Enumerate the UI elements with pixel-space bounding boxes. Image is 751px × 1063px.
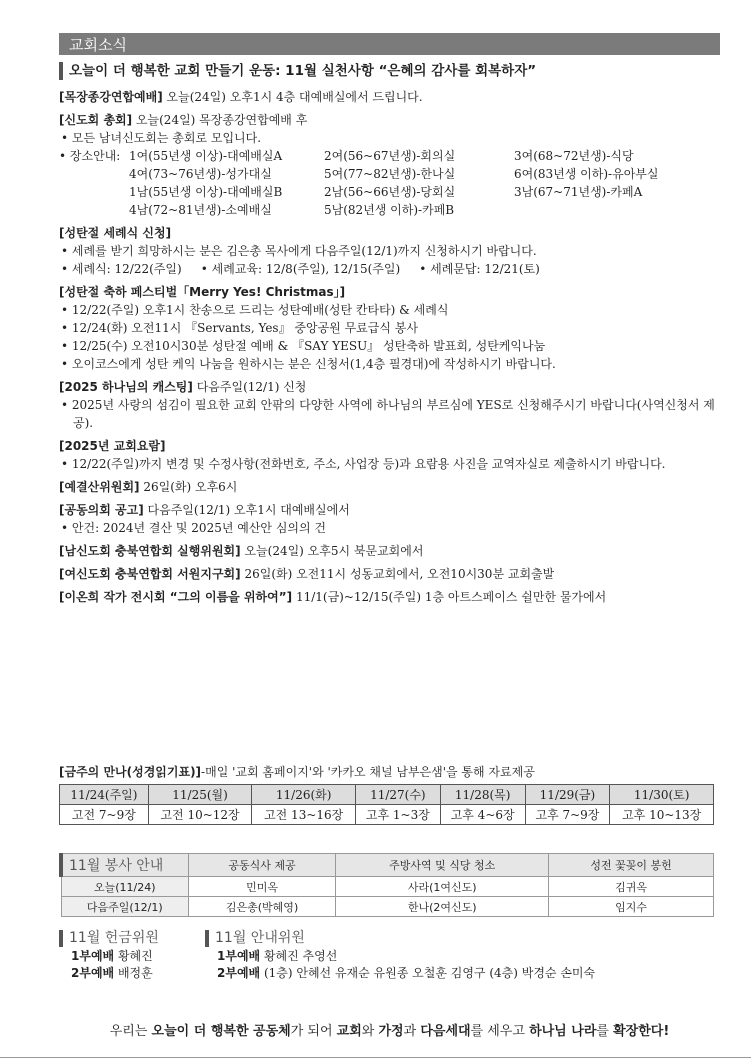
manna-day: 11/28(목) bbox=[440, 785, 525, 805]
notice-text: 11/1(금)~12/15(주일) 1층 아트스페이스 쉴만한 물가에서 bbox=[295, 590, 607, 604]
place-cell: 2여(56~67년생)-회의실 bbox=[324, 149, 456, 163]
notice-label: [목장종강연합예배] bbox=[59, 90, 163, 104]
notice-label: [2025 하나님의 캐스팅] bbox=[59, 380, 193, 394]
usher-title: 11월 안내위원 bbox=[205, 930, 595, 947]
motto-text: 가 되어 bbox=[290, 1024, 337, 1039]
notice-text: 26일(화) 오후6시 bbox=[143, 480, 238, 494]
manna-day: 11/27(수) bbox=[355, 785, 440, 805]
motto-emphasis: 다음세대 bbox=[420, 1024, 471, 1039]
notice-men bbox=[59, 542, 720, 560]
service-row bbox=[61, 877, 714, 897]
notice-label: [성탄절 축하 페스티벌「Merry Yes! Christmas」] bbox=[59, 285, 346, 299]
notice-label: [공동의회 공고] bbox=[59, 503, 144, 517]
section-title: 교회소식 bbox=[69, 36, 127, 54]
service-cell: 김은총(박혜영) bbox=[189, 897, 336, 917]
bullet-item: • 모든 남녀신도회는 총회로 모입니다. bbox=[59, 129, 720, 147]
monthly-headline: 오늘이 더 행복한 교회 만들기 운동: 11월 실천사항 “은혜의 감사를 회복하자” bbox=[59, 62, 720, 80]
bullet-item: • 오이코스에게 성탄 케익 나눔을 원하시는 분은 신청서(1,4층 필경대)에 작성하시기 바랍니다. bbox=[59, 355, 720, 373]
place-cell: 6여(83년생 이하)-유아부실 bbox=[514, 167, 659, 181]
baptism-date: 세례식: 12/22(주일) bbox=[71, 262, 182, 276]
manna-reading: 고후 7~9장 bbox=[525, 805, 610, 825]
notice-baptism bbox=[59, 224, 720, 242]
notice-mokjang bbox=[59, 88, 720, 106]
offering-row bbox=[59, 948, 159, 965]
usher-label: 2부예배 bbox=[217, 966, 261, 980]
offering-names: 황혜진 bbox=[117, 949, 153, 963]
notice-label: [신도회 총회] bbox=[59, 113, 133, 127]
notice-exhibit bbox=[59, 588, 720, 606]
service-cell: 한나(2여신도) bbox=[336, 897, 549, 917]
motto-emphasis: 교회 bbox=[336, 1024, 362, 1039]
place-cell: 5남(82년생 이하)-카페B bbox=[324, 203, 455, 217]
place-cell: 5여(77~82년생)-한나실 bbox=[324, 167, 456, 181]
manna-reading: 고후 1~3장 bbox=[355, 805, 440, 825]
usher-row bbox=[205, 965, 595, 982]
manna-day: 11/29(금) bbox=[525, 785, 610, 805]
notice-label: [여신도회 충북연합회 서원지구회] bbox=[59, 567, 241, 581]
service-table bbox=[59, 853, 714, 917]
place-cell: 1여(55년생 이상)-대예배실A bbox=[129, 149, 283, 163]
service-cell: 사라(1여신도) bbox=[336, 877, 549, 897]
offering-committee bbox=[59, 930, 159, 982]
church-motto bbox=[59, 1020, 720, 1039]
manna-reading: 고후 10~13장 bbox=[610, 805, 714, 825]
usher-committee bbox=[205, 930, 595, 982]
notice-label: [성탄절 세례식 신청] bbox=[59, 226, 172, 240]
place-label: • 장소안내: bbox=[59, 149, 121, 163]
motto-emphasis: 확장한다! bbox=[613, 1024, 670, 1039]
usher-label: 1부예배 bbox=[217, 949, 261, 963]
usher-row bbox=[205, 948, 595, 965]
notice-label: [남신도회 충북연합회 실행위원회] bbox=[59, 544, 241, 558]
bullet-item: • 12/24(화) 오전11시 『Servants, Yes』 중앙공원 무료급식 봉사 bbox=[59, 319, 720, 337]
notice-text: 오늘(24일) 오후5시 북문교회에서 bbox=[244, 544, 424, 558]
notice-label: [이온희 작가 전시회 “그의 이름을 위하여”] bbox=[59, 590, 293, 604]
manna-day: 11/30(토) bbox=[610, 785, 714, 805]
notice-text: 26일(화) 오전11시 성동교회에서, 오전10시30분 교회출발 bbox=[244, 567, 555, 581]
bullet-item: • 12/25(수) 오전10시30분 성탄절 예배 & 『SAY YESU』 성탄축하 발표회, 성탄케익나눔 bbox=[59, 337, 720, 355]
notice-budget bbox=[59, 478, 720, 496]
usher-names: (1층) 안혜선 유재순 유원종 오철훈 김영구 (4층) 박경순 손미숙 bbox=[263, 966, 596, 980]
service-cell: 김귀옥 bbox=[549, 877, 714, 897]
baptism-interview: • 세례문답: 12/21(토) bbox=[419, 262, 540, 276]
manna-reading: 고전 10~12장 bbox=[148, 805, 252, 825]
offering-label: 2부예배 bbox=[71, 966, 115, 980]
place-cell: 2남(56~66년생)-당회실 bbox=[324, 185, 456, 199]
motto-text: 우리는 bbox=[109, 1024, 152, 1039]
offering-title: 11월 헌금위원 bbox=[59, 930, 159, 947]
manna-table bbox=[59, 784, 714, 825]
notice-text: 오늘(24일) 목장종강연합예배 후 bbox=[135, 113, 308, 127]
notice-text: 다음주일(12/1) 오후1시 대예배실에서 bbox=[147, 503, 350, 517]
notice-council bbox=[59, 501, 720, 519]
section-header-bar bbox=[59, 33, 720, 55]
manna-reading: 고후 4~6장 bbox=[440, 805, 525, 825]
motto-emphasis: 오늘이 더 행복한 공동체 bbox=[151, 1024, 291, 1039]
offering-names: 배정훈 bbox=[117, 966, 153, 980]
bullet-item: • 세례를 받기 희망하시는 분은 김은총 목사에게 다음주일(12/1)까지 신청하시기 바랍니다. bbox=[59, 242, 720, 260]
place-cell: 1남(55년생 이상)-대예배실B bbox=[129, 185, 283, 199]
place-cell: 4여(73~76년생)-성가대실 bbox=[129, 167, 272, 181]
bullet-item: • 안건: 2024년 결산 및 2025년 예산안 심의의 건 bbox=[59, 519, 720, 537]
notice-label: [예결산위원회] bbox=[59, 480, 140, 494]
bullet-item bbox=[59, 260, 720, 278]
notice-text: 오늘(24일) 오후1시 4층 대예배실에서 드립니다. bbox=[166, 90, 423, 104]
service-day: 다음주일(12/1) bbox=[61, 897, 189, 917]
service-cell: 민미옥 bbox=[189, 877, 336, 897]
service-header: 주방사역 및 식당 청소 bbox=[336, 854, 549, 877]
service-header: 성전 꽃꽂이 봉헌 bbox=[549, 854, 714, 877]
baptism-education: • 세례교육: 12/8(주일), 12/15(주일) bbox=[200, 262, 401, 276]
manna-day: 11/26(화) bbox=[252, 785, 356, 805]
notice-text: 다음주일(12/1) 신청 bbox=[196, 380, 307, 394]
service-cell: 임지수 bbox=[549, 897, 714, 917]
offering-label: 1부예배 bbox=[71, 949, 115, 963]
manna-text: -매일 '교회 홈페이지'와 '카카오 채널 남부은샘'을 통해 자료제공 bbox=[201, 765, 535, 779]
manna-day: 11/25(월) bbox=[148, 785, 252, 805]
place-cell: 3여(68~72년생)-식당 bbox=[514, 149, 634, 163]
manna-readings-row bbox=[60, 805, 714, 825]
manna-title bbox=[59, 763, 535, 780]
motto-emphasis: 가정 bbox=[378, 1024, 404, 1039]
bullet-item: • 2025년 사랑의 섬김이 필요한 교회 안팎의 다양한 사역에 하나님의 부르심에 YES로 신청해주시기 바랍니다(사역신청서 제공). bbox=[59, 396, 720, 432]
notice-women bbox=[59, 565, 720, 583]
bullet-item: • 12/22(주일) 오후1시 찬송으로 드리는 성탄예배(성탄 칸타타) & 세례식 bbox=[59, 301, 720, 319]
service-header-row bbox=[61, 854, 714, 877]
place-cell: 4남(72~81년생)-소예배실 bbox=[129, 203, 272, 217]
motto-emphasis: 하나님 나라 bbox=[529, 1024, 597, 1039]
news-content bbox=[59, 62, 720, 606]
notice-sindo bbox=[59, 111, 720, 129]
bullet-item: • 12/22(주일)까지 변경 및 수정사항(전화번호, 주소, 사업장 등)과 요람용 사진을 교역자실로 제출하시기 바랍니다. bbox=[59, 455, 720, 473]
manna-day: 11/24(주일) bbox=[60, 785, 149, 805]
motto-text: 를 세우고 bbox=[470, 1024, 530, 1039]
service-day: 오늘(11/24) bbox=[61, 877, 189, 897]
bottom-divider bbox=[0, 1057, 751, 1058]
usher-names: 황혜진 추영선 bbox=[263, 949, 338, 963]
manna-label: [금주의 만나(성경읽기표)] bbox=[59, 765, 202, 779]
notice-casting bbox=[59, 378, 720, 396]
manna-reading: 고전 13~16장 bbox=[252, 805, 356, 825]
manna-reading: 고전 7~9장 bbox=[60, 805, 149, 825]
manna-days-row bbox=[60, 785, 714, 805]
service-header: 공동식사 제공 bbox=[189, 854, 336, 877]
service-row bbox=[61, 897, 714, 917]
notice-yoram bbox=[59, 437, 720, 455]
place-cell: 3남(67~71년생)-카페A bbox=[514, 185, 643, 199]
motto-text: 를 bbox=[596, 1024, 614, 1039]
offering-row bbox=[59, 965, 159, 982]
service-title: 11월 봉사 안내 bbox=[61, 854, 189, 877]
notice-label: [2025년 교회요람] bbox=[59, 439, 166, 453]
place-grid bbox=[59, 147, 720, 219]
motto-text: 와 bbox=[361, 1024, 379, 1039]
motto-text: 과 bbox=[403, 1024, 421, 1039]
notice-xmas bbox=[59, 283, 720, 301]
